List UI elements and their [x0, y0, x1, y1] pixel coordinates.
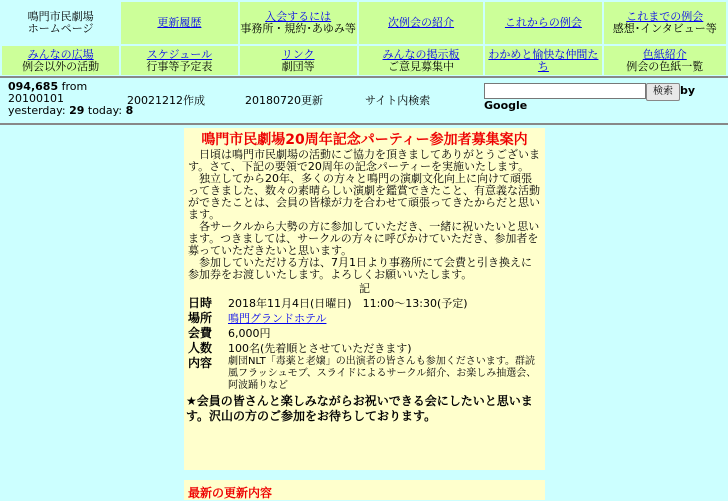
- notice-paragraph-4: 参加していただける方は、7月1日より事務所にて会費と引き換えに参加券をお渡しいたします。よろしくお願いいたします。: [188, 256, 532, 281]
- nav-link-plaza[interactable]: みんなの広場: [27, 47, 94, 61]
- search-by-label: by: [680, 84, 696, 97]
- nav-link-shikishi[interactable]: 色紙紹介: [642, 47, 687, 61]
- nav-sub-past: 感想･インタビュー等: [612, 22, 717, 35]
- created-date: 20021212作成: [127, 94, 205, 107]
- nav-sub-bbs: ご意見募集中: [388, 59, 455, 73]
- counter-yesterday: 29: [69, 104, 85, 117]
- detail-value: 6,000円: [228, 327, 271, 340]
- google-label: Google: [484, 99, 528, 112]
- counter-today: 8: [125, 104, 134, 117]
- nav-link-schedule[interactable]: スケジュール: [146, 47, 213, 61]
- site-title-line1: 鳴門市民劇場: [27, 10, 94, 23]
- notice-ki: 記: [359, 282, 370, 295]
- nav-link-wakame[interactable]: わかめと愉快な仲間たち: [488, 47, 599, 73]
- details-table: [188, 296, 543, 392]
- nav-cell-join: [240, 2, 357, 44]
- detail-key: 場所: [188, 311, 213, 325]
- counter-today-label: today:: [87, 104, 123, 117]
- detail-value: 100名(先着順とさせていただきます): [228, 342, 412, 355]
- nav-cell-schedule: [121, 46, 237, 75]
- nav-cell-bbs: [359, 46, 483, 75]
- nav-cell-past: [604, 2, 726, 44]
- detail-key: 会費: [188, 326, 213, 340]
- party-notice: [184, 128, 545, 470]
- search-button[interactable]: 検索: [646, 83, 680, 101]
- nav-sub-shikishi: 例会の色紙一覧: [626, 59, 704, 73]
- nav-link-past[interactable]: これまでの例会: [626, 10, 704, 23]
- detail-row-capacity: [188, 341, 543, 356]
- notice-closing: ★会員の皆さんと楽しみながらお祝いできる会にしたいと思います。沢山の方のご参加をお待ちしております。: [186, 394, 533, 423]
- detail-key: 人数: [188, 341, 213, 355]
- venue-link[interactable]: 鳴門グランドホテル: [228, 312, 327, 325]
- header-divider: [0, 76, 728, 78]
- counter-yesterday-label: yesterday:: [8, 104, 66, 117]
- nav-sub-links: 劇団等: [281, 59, 315, 73]
- nav-link-upcoming[interactable]: これからの例会: [504, 16, 582, 29]
- counter-from-label: from: [61, 80, 88, 93]
- detail-row-venue: [188, 311, 543, 326]
- detail-row-content: [188, 356, 543, 392]
- access-counter: [8, 81, 133, 117]
- counter-since: 20100101: [8, 92, 64, 105]
- nav-sub-plaza: 例会以外の活動: [22, 59, 100, 73]
- nav-cell-shikishi: [604, 46, 726, 75]
- nav-table: [0, 0, 728, 77]
- search-input[interactable]: [484, 83, 646, 99]
- nav-cell-plaza: [2, 46, 119, 75]
- notice-paragraph-2: 独立してから20年、多くの方々と鳴門の演劇文化向上に向けて頑張ってきました、数々の素晴らしい演劇を鑑賞できたこと、有意義な活動ができたことは、会員の皆様が力を合わせて頑張ってきたからだと思います。: [188, 172, 540, 221]
- counter-total: 094,685: [8, 80, 59, 93]
- nav-cell-upcoming: [485, 2, 601, 44]
- nav-link-bbs[interactable]: みんなの掲示板: [382, 47, 460, 61]
- notice-paragraph-1: 日頃は鳴門市民劇場の活動にご協力を頂きましてありがとうございます。さて、下記の要領で20周年の記念パーティーを実施いたします。: [188, 148, 540, 173]
- nav-cell-next: [359, 2, 483, 44]
- latest-updates: [184, 480, 545, 500]
- nav-cell-wakame: [485, 46, 601, 75]
- detail-value: 劇団NLT「毒薬と老嬢」の出演者の皆さんも参加くださいます。群読風フラッシュモブ、スライドによるサークル紹介、お楽しみ抽選会、阿波踊りなど: [228, 356, 537, 391]
- nav-link-history[interactable]: 更新履歴: [157, 16, 202, 29]
- detail-key: 日時: [188, 296, 213, 310]
- nav-sub-schedule: 行事等予定表: [146, 59, 213, 73]
- nav-link-next[interactable]: 次例会の紹介: [388, 16, 455, 29]
- detail-value: 2018年11月4日(日曜日) 11:00～13:30(予定): [228, 297, 468, 310]
- detail-row-fee: [188, 326, 543, 341]
- site-title-line2: ホームページ: [27, 22, 94, 35]
- notice-title: 鳴門市民劇場20周年記念パーティー参加者募集案内: [201, 132, 528, 148]
- updated-date: 20180720更新: [245, 94, 323, 107]
- latest-title: 最新の更新内容: [188, 486, 273, 500]
- nav-cell-history: [121, 2, 237, 44]
- nav-link-join[interactable]: 入会するには: [265, 10, 332, 23]
- detail-row-date: [188, 296, 543, 311]
- notice-paragraph-3: 各サークルから大勢の方に参加していただき、一緒に祝いたいと思います。つきましては、サークルの方々に呼びかけていただき、参加者を募っていただきたいと思います。: [188, 220, 540, 257]
- site-search-label: サイト内検索: [365, 94, 431, 107]
- nav-link-links[interactable]: リンク: [281, 47, 315, 61]
- site-title-cell: [2, 2, 119, 44]
- nav-cell-links: [240, 46, 357, 75]
- content-divider: [0, 123, 728, 125]
- nav-sub-join: 事務所・規約･あゆみ等: [240, 22, 356, 35]
- detail-key: 内容: [188, 356, 213, 370]
